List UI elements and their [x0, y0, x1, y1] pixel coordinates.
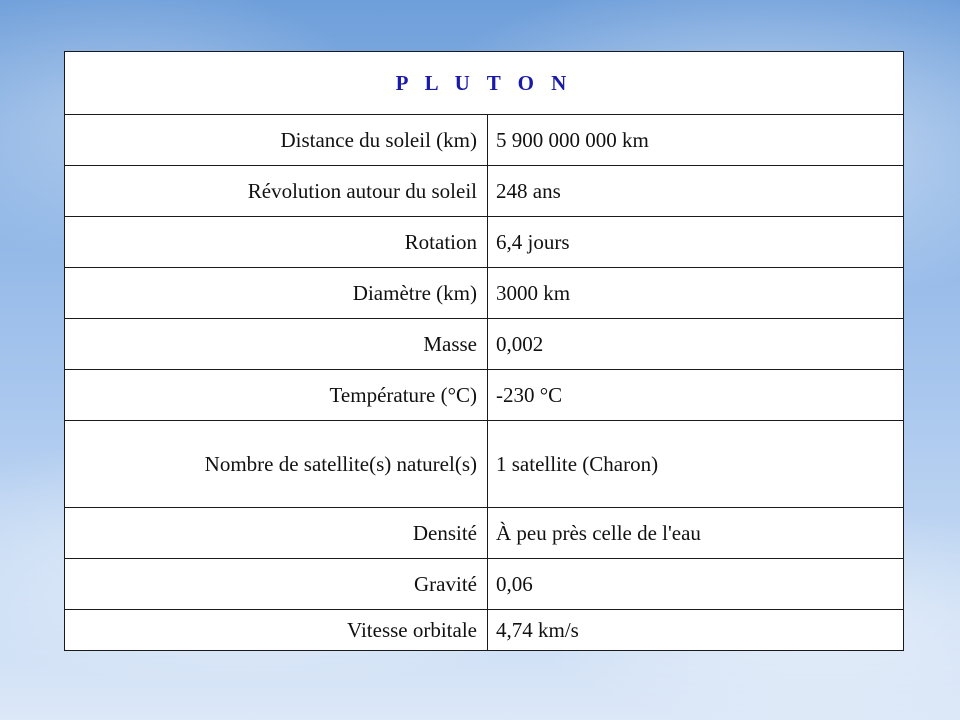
row-value: 0,06	[488, 559, 904, 610]
row-value: 248 ans	[488, 166, 904, 217]
table-row	[65, 610, 904, 651]
row-value: 3000 km	[488, 268, 904, 319]
row-value: 4,74 km/s	[488, 610, 904, 651]
table-row	[65, 217, 904, 268]
row-label: Rotation	[65, 217, 488, 268]
row-label: Gravité	[65, 559, 488, 610]
row-value: 5 900 000 000 km	[488, 115, 904, 166]
row-label: Distance du soleil (km)	[65, 115, 488, 166]
row-value: À peu près celle de l'eau	[488, 508, 904, 559]
table-row	[65, 166, 904, 217]
row-value: 1 satellite (Charon)	[488, 421, 904, 508]
row-value: 0,002	[488, 319, 904, 370]
title-row	[65, 52, 904, 115]
row-label: Vitesse orbitale	[65, 610, 488, 651]
row-label: Nombre de satellite(s) naturel(s)	[65, 421, 488, 508]
table-row	[65, 421, 904, 508]
table-row	[65, 115, 904, 166]
table-row	[65, 370, 904, 421]
row-label: Révolution autour du soleil	[65, 166, 488, 217]
row-label: Température (°C)	[65, 370, 488, 421]
row-label: Masse	[65, 319, 488, 370]
table-row	[65, 508, 904, 559]
row-label: Diamètre (km)	[65, 268, 488, 319]
table-row	[65, 268, 904, 319]
table-row	[65, 319, 904, 370]
pluto-facts-table	[64, 51, 904, 651]
row-value: 6,4 jours	[488, 217, 904, 268]
table-title: P L U T O N	[65, 52, 904, 115]
table-row	[65, 559, 904, 610]
row-value: -230 °C	[488, 370, 904, 421]
row-label: Densité	[65, 508, 488, 559]
